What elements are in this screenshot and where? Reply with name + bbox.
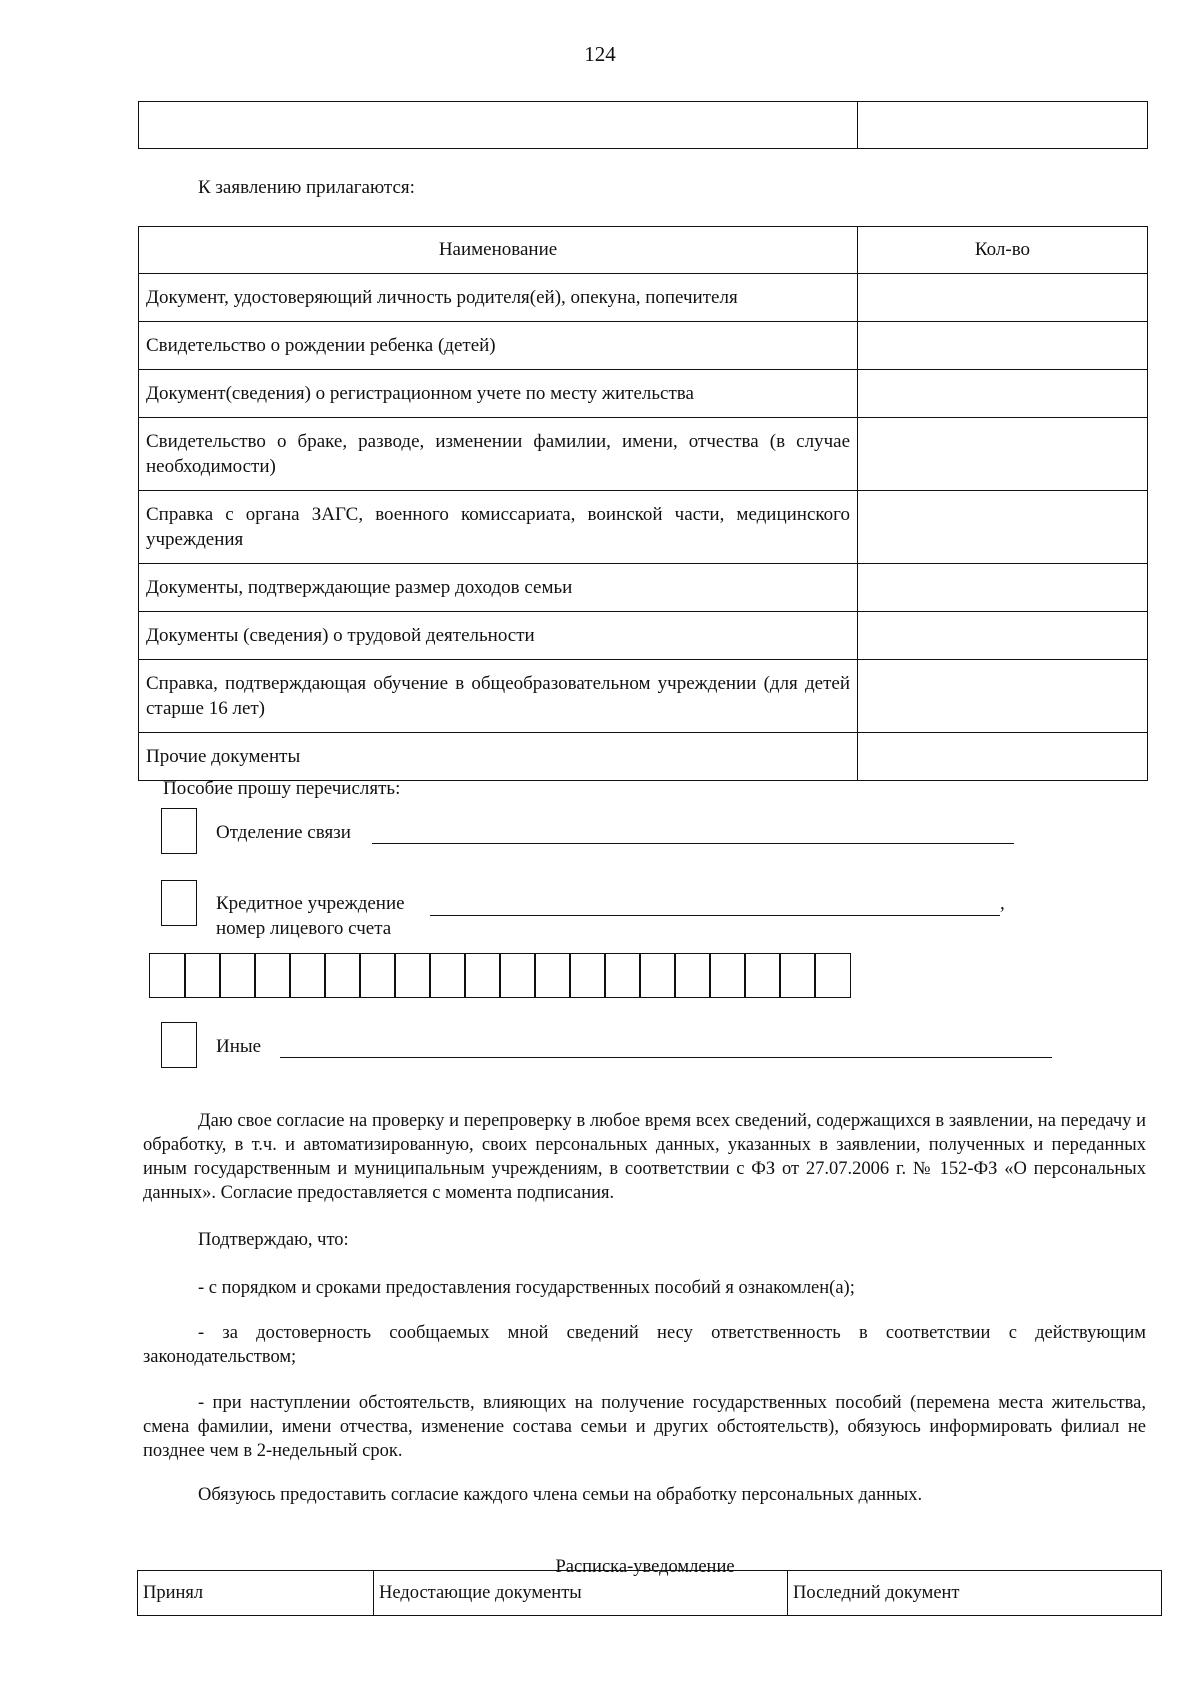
receipt-table	[137, 1570, 1162, 1616]
account-digit-cell[interactable]	[779, 953, 816, 998]
table-row	[139, 612, 1148, 660]
account-digit-cell[interactable]	[499, 953, 536, 998]
table-row	[139, 418, 1148, 491]
top-table-cell-right[interactable]	[858, 102, 1148, 149]
doc-qty-cell[interactable]	[858, 564, 1148, 612]
receipt-missing-docs[interactable]: Недостающие документы	[374, 1571, 788, 1616]
top-table	[138, 101, 1148, 149]
account-digit-cell[interactable]	[674, 953, 711, 998]
other-line[interactable]	[280, 1057, 1052, 1058]
receipt-title: Расписка-уведомление	[555, 1557, 735, 1577]
header-name: Наименование	[139, 227, 858, 274]
account-digit-cell[interactable]	[359, 953, 396, 998]
doc-name: Документы (сведения) о трудовой деятельности	[139, 612, 858, 660]
obligation-paragraph: Обязуюсь предоставить согласие каждого члена семьи на обработку персональных данных.	[198, 1485, 923, 1505]
doc-qty-cell[interactable]	[858, 733, 1148, 781]
post-office-checkbox[interactable]	[161, 808, 197, 854]
confirm-lead: Подтверждаю, что:	[198, 1230, 349, 1250]
doc-qty-cell[interactable]	[858, 612, 1148, 660]
confirm-item-1: - с порядком и сроками предоставления государственных пособий я ознакомлен(а);	[198, 1278, 855, 1298]
account-digit-cell[interactable]	[149, 953, 186, 998]
attachments-intro: К заявлению прилагаются:	[198, 177, 415, 198]
account-digit-cell[interactable]	[289, 953, 326, 998]
comma: ,	[1000, 893, 1005, 914]
other-checkbox[interactable]	[161, 1022, 197, 1068]
confirm-item-3: - при наступлении обстоятельств, влияющих на получение государственных пособий (перемена места жительства, смена фамилии, имени отчества, изменение состава семьи и других обстоятельств), обязуюсь информировать филиал не позднее чем в 2-недельный срок.	[143, 1393, 1146, 1461]
account-digit-cell[interactable]	[534, 953, 571, 998]
doc-qty-cell[interactable]	[858, 274, 1148, 322]
doc-qty-cell[interactable]	[858, 491, 1148, 564]
consent-paragraph: Даю свое согласие на проверку и перепроверку в любое время всех сведений, содержащихся в заявлении, на передачу и обработку, в т.ч. и автоматизированную, своих персональных данных, указанных в заявлении, полученных и переданных иным государственным и муниципальным учреждениям, в соответствии с ФЗ от 27.07.2006 г. № 152-ФЗ «О персональных данных». Согласие предоставляется с момента подписания.	[143, 1111, 1146, 1203]
doc-name: Справка, подтверждающая обучение в общеобразовательном учреждении (для детей старше 16 лет)	[139, 660, 858, 733]
account-digit-cell[interactable]	[324, 953, 361, 998]
doc-qty-cell[interactable]	[858, 370, 1148, 418]
account-digit-cell[interactable]	[254, 953, 291, 998]
credit-institution-label: Кредитное учреждение	[216, 893, 405, 914]
receipt-accepted[interactable]: Принял	[138, 1571, 374, 1616]
table-row	[139, 733, 1148, 781]
account-digit-cell[interactable]	[709, 953, 746, 998]
account-number-cells	[149, 953, 851, 998]
doc-name: Прочие документы	[139, 733, 858, 781]
table-row	[139, 274, 1148, 322]
top-table-cell-left[interactable]	[139, 102, 858, 149]
doc-name: Свидетельство о браке, разводе, изменении фамилии, имени, отчества (в случае необходимости)	[139, 418, 858, 491]
attachments-table	[138, 226, 1148, 781]
credit-institution-checkbox[interactable]	[161, 880, 197, 926]
account-number-label: номер лицевого счета	[216, 918, 392, 939]
other-label: Иные	[216, 1036, 262, 1057]
credit-institution-line[interactable]	[430, 915, 1000, 916]
account-digit-cell[interactable]	[219, 953, 256, 998]
table-row	[139, 491, 1148, 564]
account-digit-cell[interactable]	[184, 953, 221, 998]
account-digit-cell[interactable]	[604, 953, 641, 998]
header-qty: Кол-во	[858, 227, 1148, 274]
account-digit-cell[interactable]	[464, 953, 501, 998]
doc-name: Документ, удостоверяющий личность родителя(ей), опекуна, попечителя	[139, 274, 858, 322]
table-row	[139, 660, 1148, 733]
account-digit-cell[interactable]	[569, 953, 606, 998]
doc-qty-cell[interactable]	[858, 418, 1148, 491]
post-office-line[interactable]	[372, 843, 1014, 844]
account-digit-cell[interactable]	[744, 953, 781, 998]
account-digit-cell[interactable]	[429, 953, 466, 998]
post-office-label: Отделение связи	[216, 822, 351, 843]
doc-qty-cell[interactable]	[858, 322, 1148, 370]
account-digit-cell[interactable]	[814, 953, 851, 998]
table-row	[139, 322, 1148, 370]
account-digit-cell[interactable]	[639, 953, 676, 998]
table-row	[139, 564, 1148, 612]
account-digit-cell[interactable]	[394, 953, 431, 998]
table-row	[139, 370, 1148, 418]
payment-title: Пособие прошу перечислять:	[163, 778, 401, 799]
doc-name: Справка с органа ЗАГС, военного комиссариата, воинской части, медицинского учреждения	[139, 491, 858, 564]
confirm-item-2: - за достоверность сообщаемых мной сведений несу ответственность в соответствии с действующим законодательством;	[143, 1323, 1146, 1367]
receipt-last-doc[interactable]: Последний документ	[788, 1571, 1162, 1616]
doc-name: Свидетельство о рождении ребенка (детей)	[139, 322, 858, 370]
doc-name: Документы, подтверждающие размер доходов семьи	[139, 564, 858, 612]
doc-qty-cell[interactable]	[858, 660, 1148, 733]
doc-name: Документ(сведения) о регистрационном учете по месту жительства	[139, 370, 858, 418]
page-number: 124	[584, 42, 616, 66]
